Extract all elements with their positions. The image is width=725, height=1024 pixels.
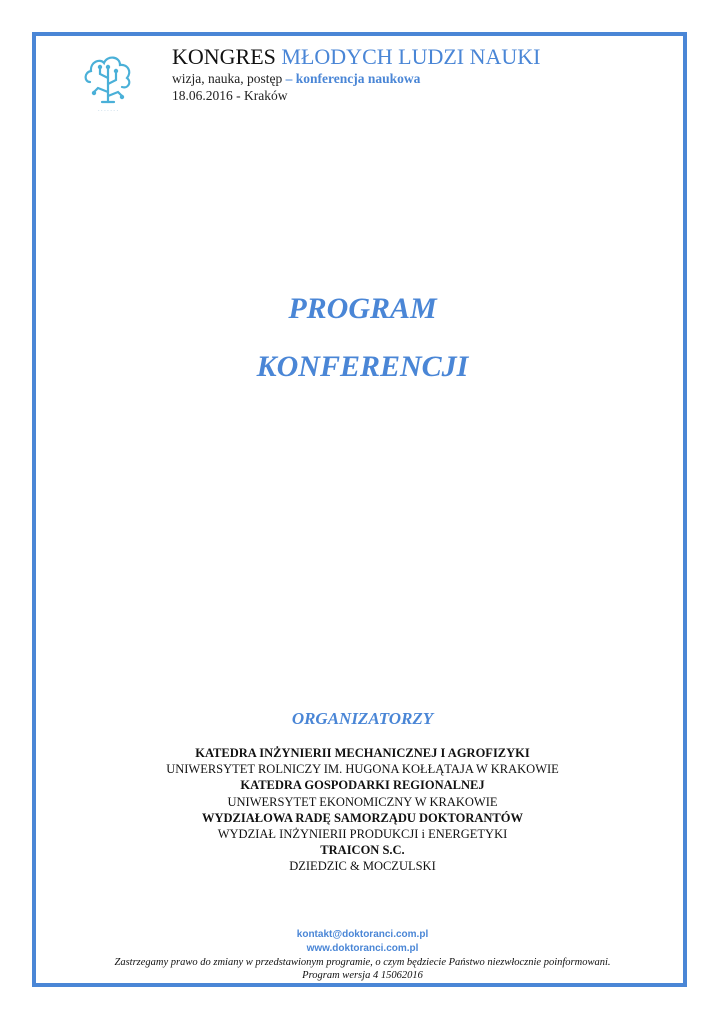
svg-text:· · · · · · ·: · · · · · · · bbox=[98, 108, 118, 114]
conference-title: KONFERENCJI bbox=[256, 350, 469, 383]
organizer-line: DZIEDZIC & MOCZULSKI bbox=[289, 859, 436, 874]
organizers-list bbox=[0, 745, 725, 875]
organizer-line: WYDZIAŁ INŻYNIERII PRODUKCJI i ENERGETYKI bbox=[217, 827, 508, 842]
header-title-part1: KONGRES bbox=[172, 44, 276, 69]
program-title: PROGRAM bbox=[288, 292, 437, 325]
header-date-place: 18.06.2016 - Kraków bbox=[172, 88, 288, 103]
organizer-line: KATEDRA INŻYNIERII MECHANICZNEJ I AGROFIZYKI bbox=[195, 746, 530, 760]
organizer-line: TRAICON S.C. bbox=[320, 843, 405, 858]
website-link[interactable]: www.doktoranci.com.pl bbox=[306, 943, 419, 954]
header-title-part2: MŁODYCH LUDZI NAUKI bbox=[281, 44, 541, 69]
header-title bbox=[172, 44, 541, 70]
organizer-line: UNIWERSYTET ROLNICZY IM. HUGONA KOŁŁĄTAJA W KRAKOWIE bbox=[166, 762, 559, 777]
organizer-line: WYDZIAŁOWA RADĘ SAMORZĄDU DOKTORANTÓW bbox=[202, 810, 523, 825]
footer bbox=[0, 928, 725, 982]
header bbox=[172, 44, 541, 104]
tree-circuit-logo-icon bbox=[82, 52, 134, 118]
header-subtitle-accent: – konferencja naukowa bbox=[285, 71, 421, 86]
disclaimer-text: Zastrzegamy prawo do zmiany w przedstawionym programie, o czym będziecie Państwo niezwłocznie poinformowani. bbox=[114, 957, 611, 968]
organizers-heading: ORGANIZATORZY bbox=[291, 709, 434, 728]
program-version: Program wersja 4 15062016 bbox=[302, 970, 423, 981]
organizer-line: UNIWERSYTET EKONOMICZNY W KRAKOWIE bbox=[227, 794, 498, 809]
header-subtitle bbox=[172, 70, 541, 87]
organizer-line: KATEDRA GOSPODARKI REGIONALNEJ bbox=[240, 778, 485, 793]
header-subtitle-plain: wizja, nauka, postęp bbox=[172, 71, 283, 86]
contact-email-link[interactable]: kontakt@doktoranci.com.pl bbox=[296, 929, 429, 940]
